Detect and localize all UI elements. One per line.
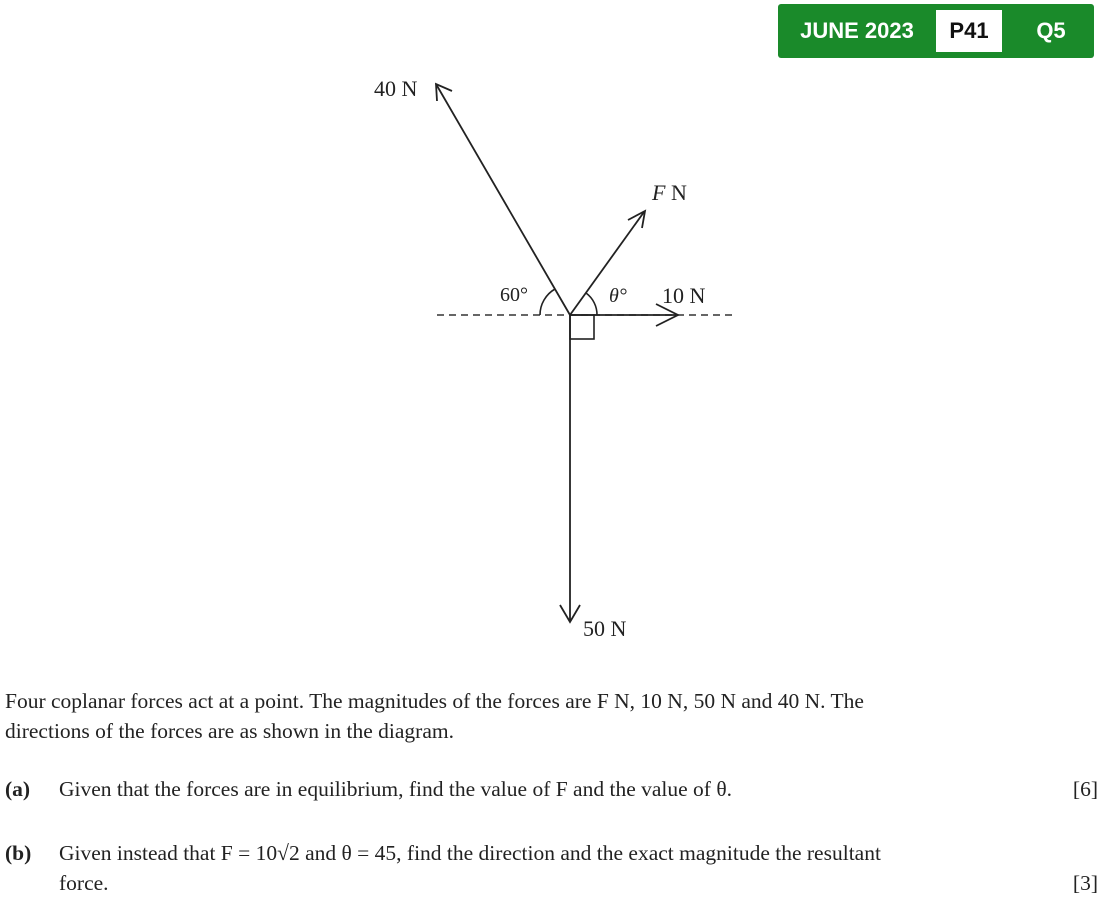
right-angle-marker <box>570 315 594 339</box>
part-b <box>5 838 1100 898</box>
part-a-text: Given that the forces are in equilibrium, find the value of F and the value of θ. <box>59 777 733 801</box>
part-b-marks: [3] <box>1072 871 1098 895</box>
angle-60-label: 60° <box>500 284 528 306</box>
part-b-text <box>59 838 1100 898</box>
intro-line-1: Four coplanar forces act at a point. The magnitudes of the forces are F N, 10 N, 50 N and 40 N. The <box>5 689 864 713</box>
exam-session-label: JUNE 2023 <box>800 18 914 43</box>
intro-line-2: directions of the forces are as shown in the diagram. <box>5 719 454 743</box>
angle-60-arc <box>540 289 555 315</box>
part-a <box>5 774 1100 804</box>
part-b-text-line-1: Given instead that F = 10√2 and θ = 45, find the direction and the exact magnitude the resultant <box>59 841 881 865</box>
paper-number-label: P41 <box>936 10 1002 52</box>
force-40n-line <box>436 84 570 315</box>
force-f-label: F N <box>652 180 687 205</box>
force-40n-label: 40 N <box>374 76 418 101</box>
part-a-label: (a) <box>5 777 31 801</box>
question-intro <box>5 686 1100 746</box>
force-50n-label: 50 N <box>583 616 627 641</box>
force-f-line <box>570 212 644 315</box>
part-b-text-line-2: force. <box>59 871 109 895</box>
force-10n-label: 10 N <box>662 283 706 308</box>
part-b-label: (b) <box>5 841 32 865</box>
question-number-label: Q5 <box>1036 18 1066 43</box>
part-a-marks: [6] <box>1072 777 1098 801</box>
angle-theta-label: θ° <box>609 285 627 307</box>
angle-theta-arc <box>586 293 597 315</box>
